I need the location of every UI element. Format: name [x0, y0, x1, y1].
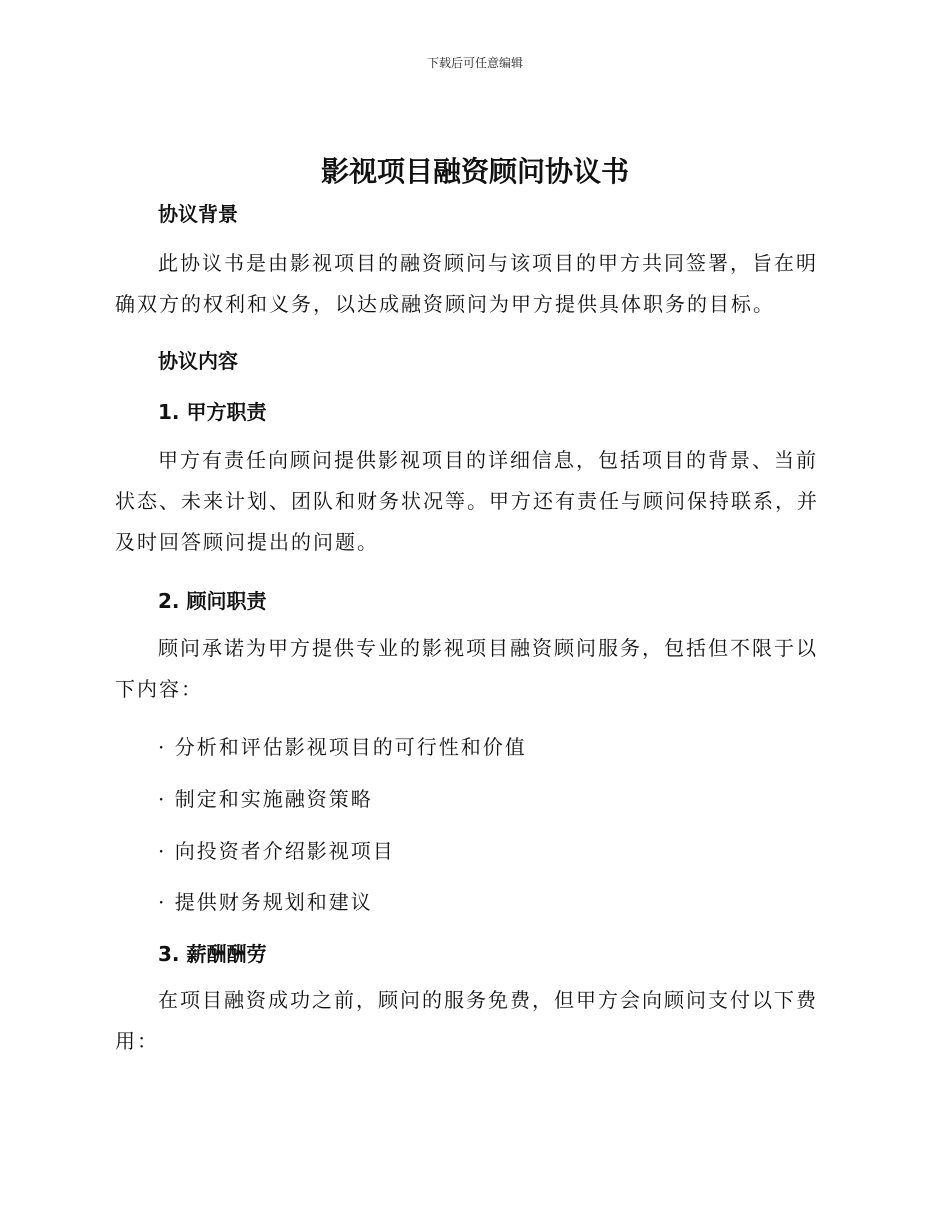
- list-item: · 制定和实施融资策略: [158, 787, 373, 811]
- section-heading-fee: 3. 薪酬酬劳: [158, 942, 267, 966]
- section-heading-background: 协议背景: [158, 202, 238, 226]
- section-heading-advisor: 2. 顾问职责: [158, 589, 267, 613]
- list-item: · 提供财务规划和建议: [158, 890, 373, 914]
- paragraph-advisor: 顾问承诺为甲方提供专业的影视项目融资顾问服务，包括但不限于以下内容：: [115, 636, 818, 701]
- section-heading-content: 协议内容: [158, 349, 238, 373]
- header-note: 下载后可任意编辑: [426, 56, 523, 70]
- paragraph-background: 此协议书是由影视项目的融资顾问与该项目的甲方共同签署，旨在明确双方的权利和义务，以达成融资顾问为甲方提供具体职务的目标。: [115, 251, 818, 316]
- list-item: · 分析和评估影视项目的可行性和价值: [158, 735, 527, 759]
- section-heading-party-a: 1. 甲方职责: [158, 400, 267, 424]
- list-item: · 向投资者介绍影视项目: [158, 839, 395, 863]
- paragraph-fee: 在项目融资成功之前，顾问的服务免费，但甲方会向顾问支付以下费用：: [115, 988, 818, 1053]
- paragraph-party-a: 甲方有责任向顾问提供影视项目的详细信息，包括项目的背景、当前状态、未来计划、团队和财务状况等。甲方还有责任与顾问保持联系，并及时回答顾问提出的问题。: [115, 448, 819, 554]
- document-title: 影视项目融资顾问协议书: [320, 155, 629, 188]
